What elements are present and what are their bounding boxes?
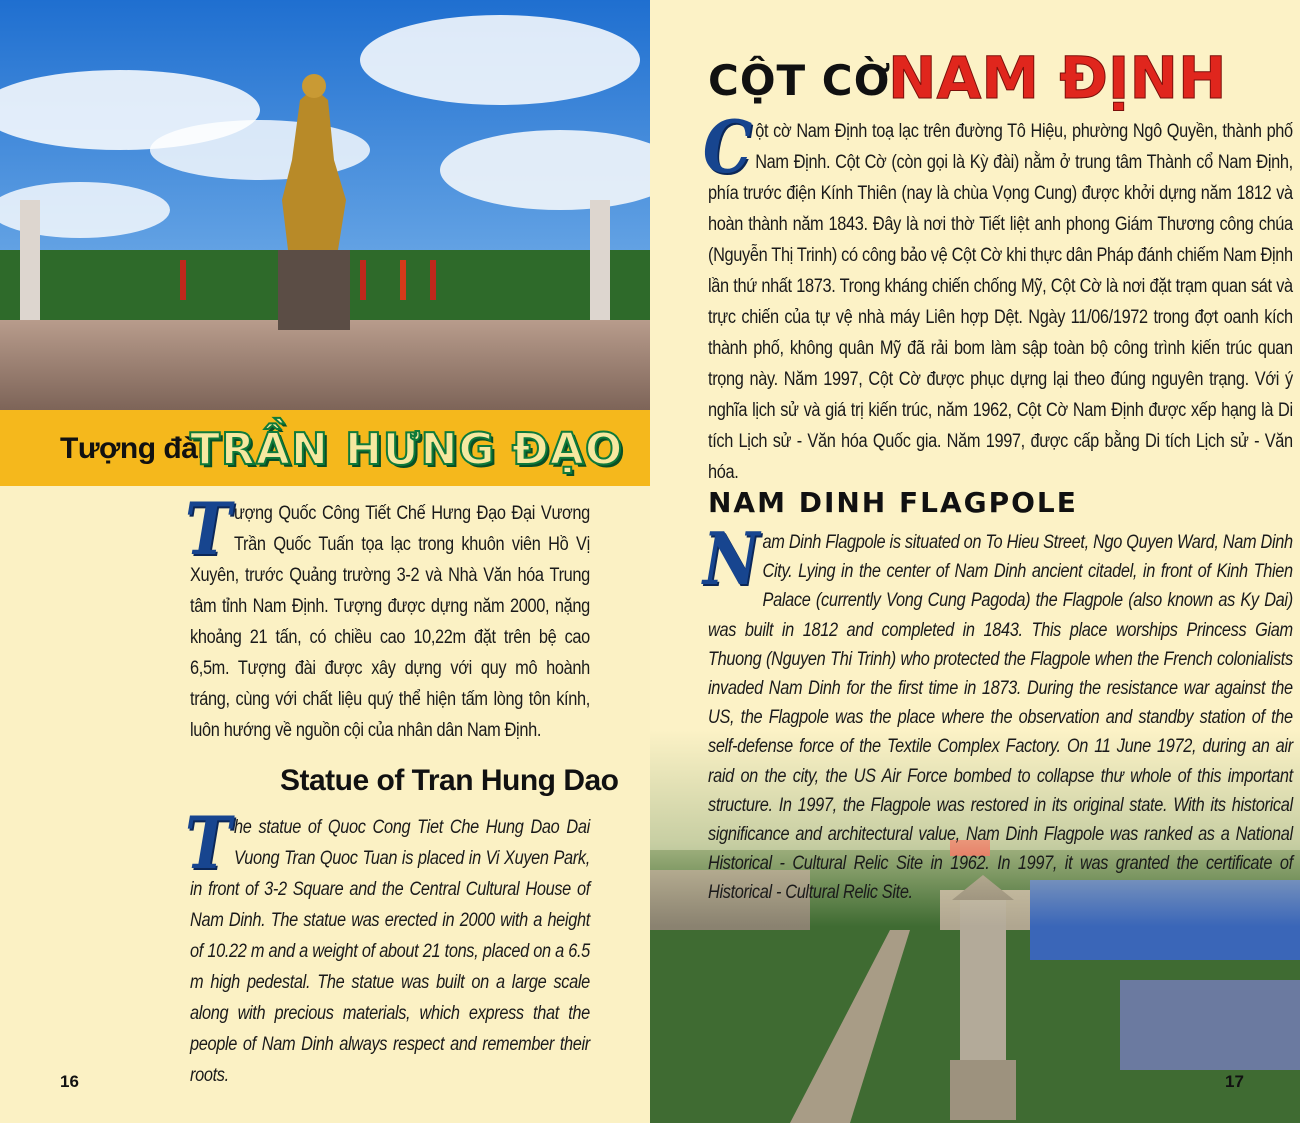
drop-cap: T — [184, 800, 231, 885]
title-main: TRẦN HƯNG ĐẠO — [190, 424, 624, 475]
english-heading: NAM DINH FLAGPOLE — [708, 486, 1078, 519]
english-heading: Statue of Tran Hung Dao — [280, 764, 619, 797]
english-paragraph — [702, 516, 1293, 908]
tran-hung-dao-statue-photo — [0, 0, 650, 410]
paragraph-text: am Dinh Flagpole is situated on To Hieu Street, Ngo Quyen Ward, Nam Dinh City. Lying in the center of Nam Dinh ancient citadel, in front of Kinh Thien Palace (currently Vong Cung Pagoda) the Flagpole (also known as Ky Dai) was built in 1812 and completed in 1843. This place worships Princess Giam Thuong (Nguyen Thi Trinh) who protected the Flagpole when the French colonialists invaded Nam Dinh for the first time in 1873. During the resistance war against the US, the Flagpole was the place where the observation and standby station of the self-defense force of the Textile Complex Factory. On 11 June 1972, during an air raid on the city, the US Air Force bombed to collapse thư whole of this important structure. In 1997, the Flagpole was restored in its original state. With its historical significance and architectural value, Nam Dinh Flagpole was ranked as a National Historical - Cultural Relic Site in 1962. In 1997, it was granted the certificate of Historical - Cultural Relic Site. — [708, 532, 1293, 904]
drop-cap: N — [702, 516, 760, 601]
paragraph-text: he statue of Quoc Cong Tiet Che Hung Dao Dai Vuong Tran Quoc Tuan is placed in Vi Xuyen Park, in front of 3-2 Square and the Central Cultural House of Nam Dinh. The statue was erected in 2000 with a height of 10.22 m and a weight of about 21 tons, placed on a 6.5 m high pedestal. The statue was built on a large scale along with precious materials, which express that the people of Nam Dinh always respect and remember their roots. — [190, 817, 590, 1086]
right-page — [650, 0, 1300, 1123]
page-number: 16 — [60, 1072, 79, 1091]
title-prefix: CỘT CỜ — [708, 56, 892, 105]
drop-cap: C — [702, 104, 752, 189]
page-number: 17 — [1225, 1072, 1244, 1091]
title-band — [0, 410, 650, 486]
vietnamese-paragraph — [184, 486, 590, 746]
title-prefix: Tượng đài — [60, 432, 206, 465]
paragraph-text: ột cờ Nam Định toạ lạc trên đường Tô Hiệu, phường Ngô Quyền, thành phố Nam Định. Cột Cờ (còn gọi là Kỳ đài) nằm ở trung tâm Thành cổ Nam Định, phía trước điện Kính Thiên (nay là chùa Vọng Cung) được khởi dựng năm 1812 và hoàn thành năm 1843. Đây là nơi thờ Tiết liệt anh phong Giám Thương công chúa (Nguyễn Thị Trinh) có công bảo vệ Cột Cờ khi thực dân Pháp đánh chiếm Nam Định lần thứ nhất 1873. Trong kháng chiến chống Mỹ, Cột Cờ là nơi đặt trạm quan sát và trực chiến của tự vệ nhà máy Liên hợp Dệt. Ngày 11/06/1972 trong đợt oanh kích thành phố, không quân Mỹ đã rải bom làm sập toàn bộ công trình kiến trúc quan trọng này. Năm 1997, Cột Cờ được phục dựng lại theo đúng nguyên trạng. Với ý nghĩa lịch sử và giá trị kiến trúc, năm 1962, Cột Cờ Nam Định được xếp hạng là Di tích Lịch sử - Văn hóa Quốc gia. Năm 1997, được cấp bằng Di tích Lịch sử - Văn hóa. — [708, 121, 1293, 483]
drop-cap: T — [184, 486, 231, 571]
vietnamese-paragraph — [702, 104, 1293, 488]
english-paragraph — [184, 800, 590, 1091]
paragraph-text: ượng Quốc Công Tiết Chế Hưng Đạo Đại Vương Trần Quốc Tuấn tọa lạc trong khuôn viên Hồ Vị Xuyên, trước Quảng trường 3-2 và Nhà Văn hóa Trung tâm tỉnh Nam Định. Tượng được dựng năm 2000, nặng khoảng 21 tấn, có chiều cao 10,22m đặt trên bệ cao 6,5m. Tượng đài được xây dựng với quy mô hoành tráng, cùng với chất liệu quý thể hiện tấm lòng tôn kính, luôn hướng về nguồn cội của nhân dân Nam Định. — [190, 503, 590, 741]
title-main: NAM ĐỊNH — [888, 44, 1227, 112]
